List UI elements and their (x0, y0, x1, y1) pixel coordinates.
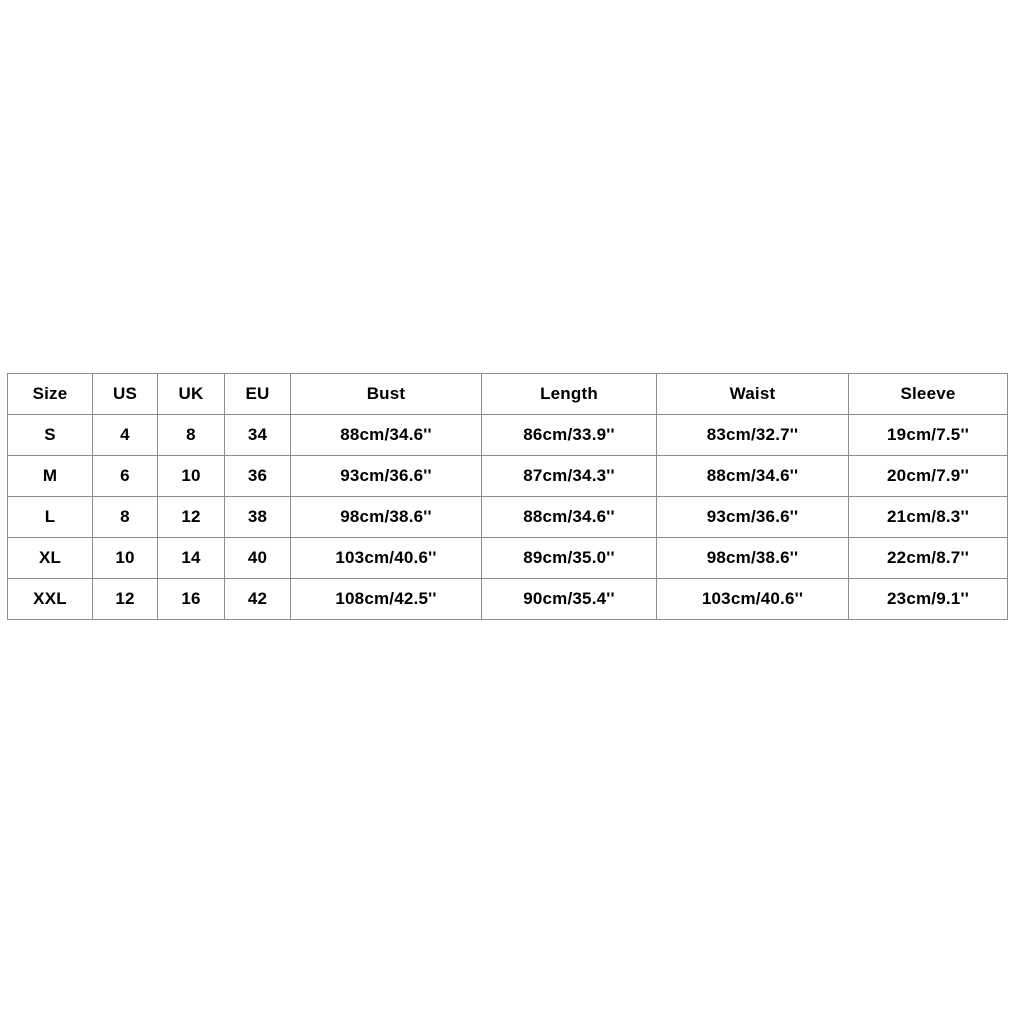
cell-sleeve: 20cm/7.9'' (849, 456, 1008, 497)
cell-bust: 88cm/34.6'' (291, 415, 482, 456)
cell-sleeve: 23cm/9.1'' (849, 579, 1008, 620)
cell-size: XXL (8, 579, 93, 620)
cell-sleeve: 21cm/8.3'' (849, 497, 1008, 538)
cell-eu: 38 (225, 497, 291, 538)
cell-length: 88cm/34.6'' (482, 497, 657, 538)
cell-eu: 42 (225, 579, 291, 620)
cell-bust: 108cm/42.5'' (291, 579, 482, 620)
cell-length: 89cm/35.0'' (482, 538, 657, 579)
cell-sleeve: 22cm/8.7'' (849, 538, 1008, 579)
cell-us: 6 (93, 456, 158, 497)
table-row (8, 497, 1008, 538)
header-us: US (93, 374, 158, 415)
cell-uk: 10 (158, 456, 225, 497)
header-bust: Bust (291, 374, 482, 415)
cell-size: S (8, 415, 93, 456)
cell-bust: 98cm/38.6'' (291, 497, 482, 538)
cell-waist: 83cm/32.7'' (657, 415, 849, 456)
cell-length: 90cm/35.4'' (482, 579, 657, 620)
cell-bust: 93cm/36.6'' (291, 456, 482, 497)
table-row (8, 415, 1008, 456)
cell-bust: 103cm/40.6'' (291, 538, 482, 579)
cell-waist: 88cm/34.6'' (657, 456, 849, 497)
header-waist: Waist (657, 374, 849, 415)
cell-length: 87cm/34.3'' (482, 456, 657, 497)
cell-eu: 36 (225, 456, 291, 497)
cell-size: M (8, 456, 93, 497)
cell-sleeve: 19cm/7.5'' (849, 415, 1008, 456)
table-row (8, 538, 1008, 579)
cell-uk: 12 (158, 497, 225, 538)
cell-eu: 34 (225, 415, 291, 456)
size-chart-table (7, 373, 1008, 620)
header-row (8, 374, 1008, 415)
header-length: Length (482, 374, 657, 415)
cell-size: XL (8, 538, 93, 579)
table-row (8, 579, 1008, 620)
header-uk: UK (158, 374, 225, 415)
cell-us: 10 (93, 538, 158, 579)
cell-waist: 93cm/36.6'' (657, 497, 849, 538)
cell-uk: 8 (158, 415, 225, 456)
header-size: Size (8, 374, 93, 415)
cell-waist: 98cm/38.6'' (657, 538, 849, 579)
cell-waist: 103cm/40.6'' (657, 579, 849, 620)
table-row (8, 456, 1008, 497)
header-sleeve: Sleeve (849, 374, 1008, 415)
cell-size: L (8, 497, 93, 538)
cell-us: 8 (93, 497, 158, 538)
cell-eu: 40 (225, 538, 291, 579)
cell-uk: 14 (158, 538, 225, 579)
cell-uk: 16 (158, 579, 225, 620)
header-eu: EU (225, 374, 291, 415)
cell-us: 12 (93, 579, 158, 620)
cell-us: 4 (93, 415, 158, 456)
cell-length: 86cm/33.9'' (482, 415, 657, 456)
